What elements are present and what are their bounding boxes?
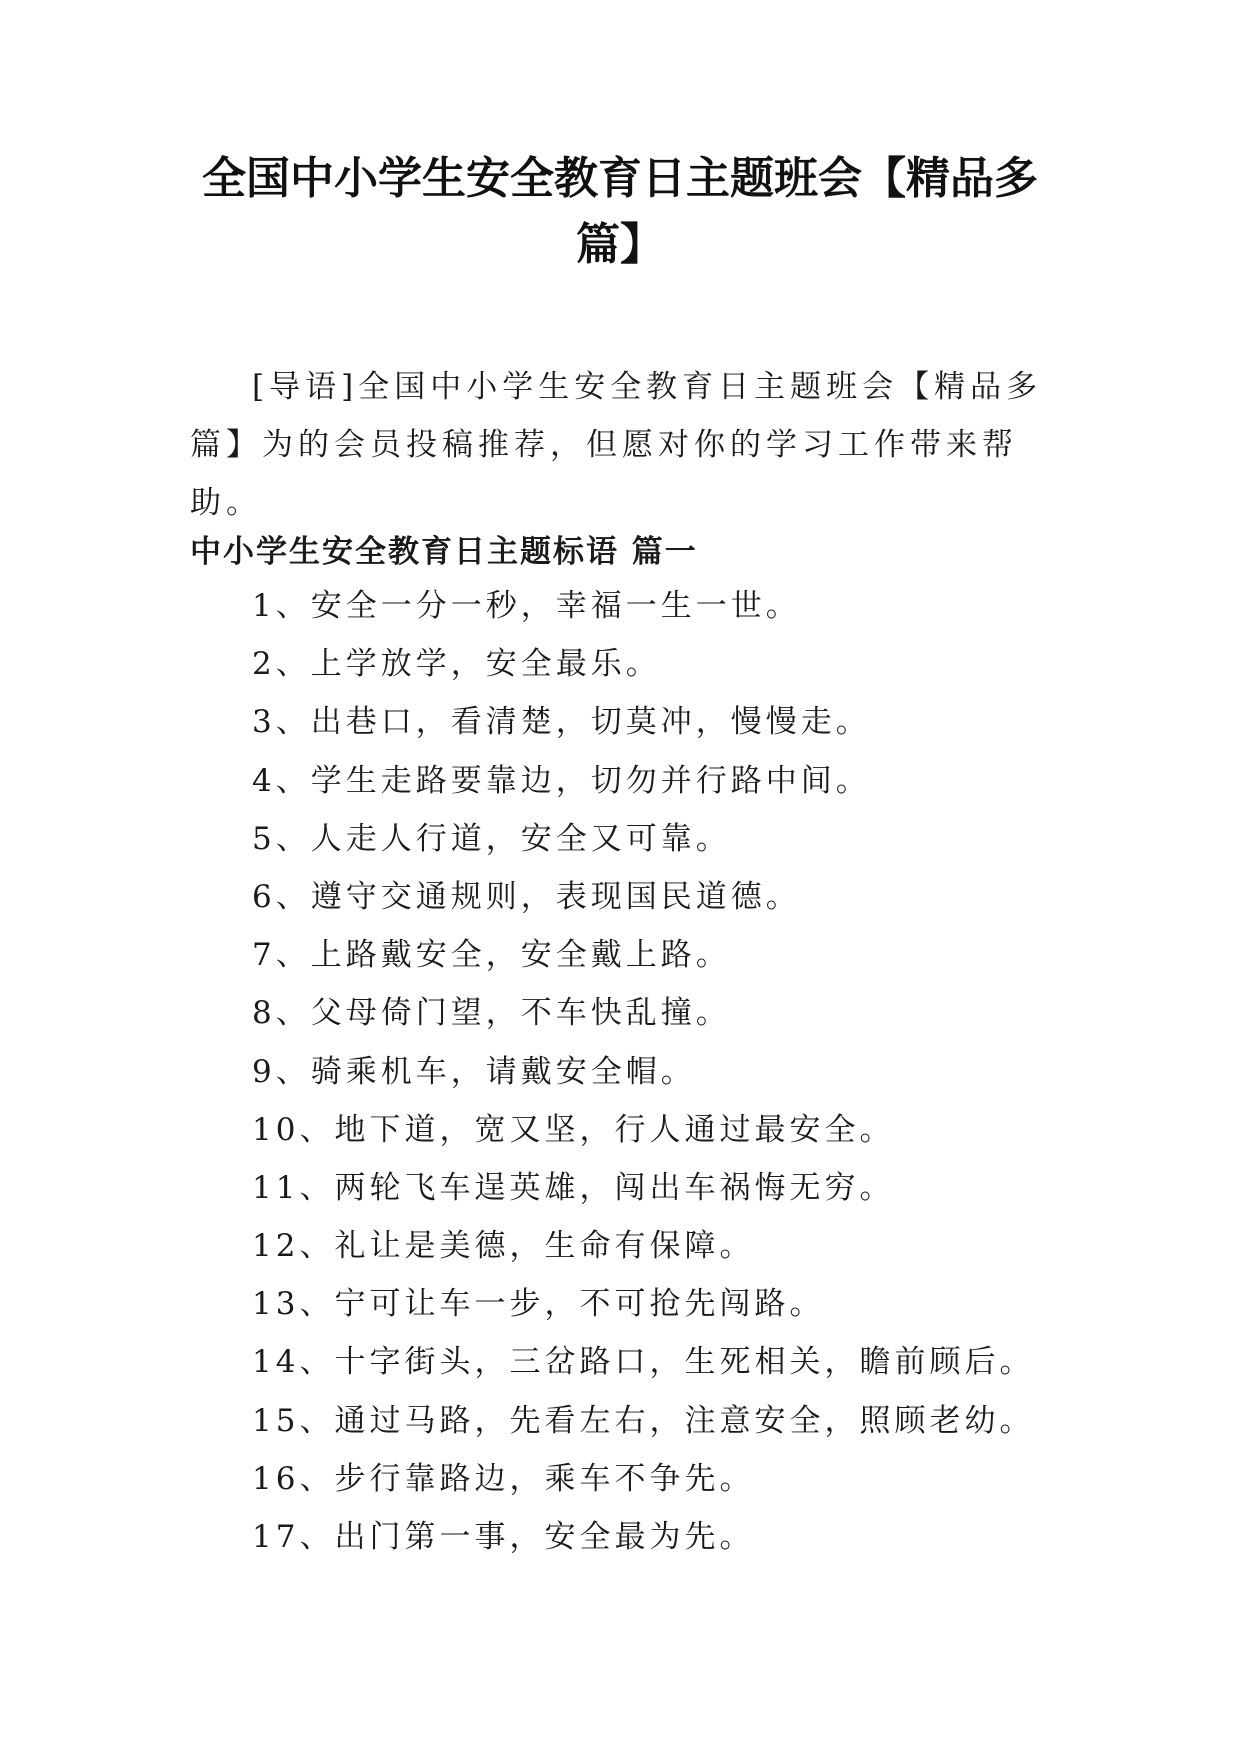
- slogan-list: [252, 586, 1080, 1575]
- intro-paragraph: [导语]全国中小学生安全教育日主题班会【精品多篇】为的会员投稿推荐，但愿对你的学习工作带来帮助。: [190, 369, 1043, 521]
- list-item: 16、步行靠路边，乘车不争先。: [252, 1460, 755, 1497]
- list-item: 13、宁可让车一步，不可抢先闯路。: [252, 1286, 825, 1323]
- list-item: 3、出巷口，看清楚，切莫冲，慢慢走。: [252, 704, 871, 741]
- list-item: 6、遵守交通规则，表现国民道德。: [252, 878, 801, 915]
- list-item: 14、十字街头，三岔路口，生死相关，瞻前顾后。: [252, 1344, 1035, 1381]
- list-item: 5、人走人行道，安全又可靠。: [252, 820, 731, 857]
- list-item: 2、上学放学，安全最乐。: [252, 646, 661, 683]
- list-item: 12、礼让是美德，生命有保障。: [252, 1228, 755, 1265]
- list-item: 17、出门第一事，安全最为先。: [252, 1519, 755, 1555]
- section-heading: 中小学生安全教育日主题标语 篇一: [190, 534, 698, 570]
- list-item: 1、安全一分一秒，幸福一生一世。: [252, 588, 801, 624]
- list-item: 10、地下道，宽又坚，行人通过最安全。: [252, 1111, 895, 1148]
- list-item: 15、通过马路，先看左右，注意安全，照顾老幼。: [252, 1402, 1035, 1439]
- list-item: 4、学生走路要靠边，切勿并行路中间。: [252, 762, 871, 799]
- list-item: 7、上路戴安全，安全戴上路。: [252, 937, 731, 974]
- list-item: 9、骑乘机车，请戴安全帽。: [252, 1053, 696, 1090]
- document-title: 全国中小学生安全教育日主题班会【精品多篇】: [202, 153, 1038, 270]
- list-item: 8、父母倚门望，不车快乱撞。: [252, 995, 731, 1032]
- list-item: 11、两轮飞车逞英雄，闯出车祸悔无穷。: [252, 1169, 895, 1206]
